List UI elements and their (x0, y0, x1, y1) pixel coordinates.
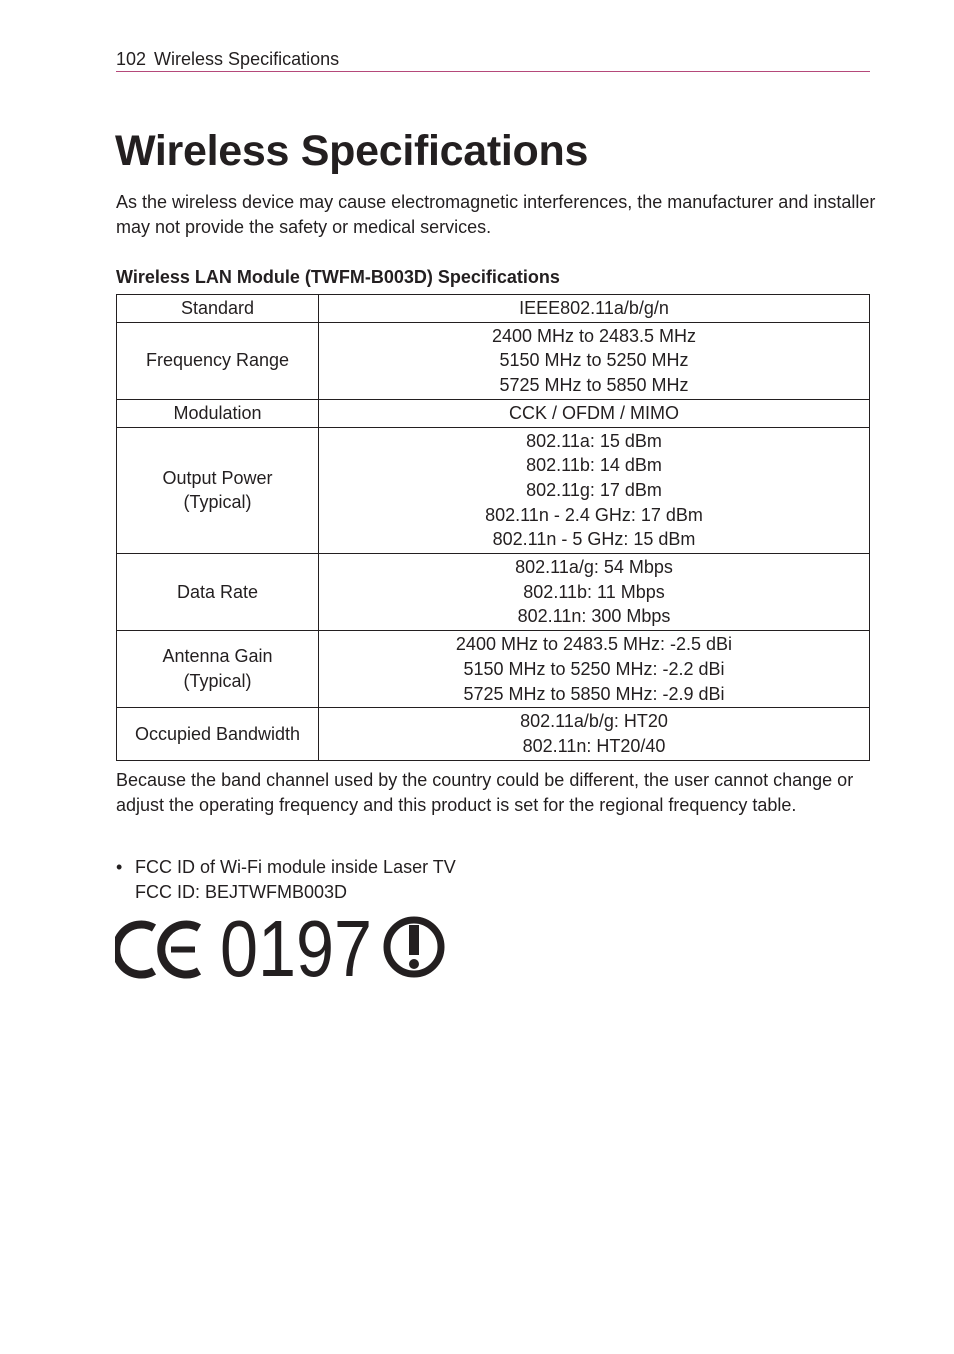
row-value-line: 802.11n - 2.4 GHz: 17 dBm (485, 504, 703, 525)
row-value (319, 322, 870, 399)
row-label-line: Standard (180, 298, 255, 318)
row-label (117, 631, 319, 708)
table-title: Wireless LAN Module (TWFM-B003D) Specifications (116, 267, 560, 287)
fcc-text (135, 855, 456, 904)
row-value (319, 427, 870, 554)
table-row (117, 322, 870, 399)
row-label-line: (Typical) (183, 671, 252, 692)
row-value-line: IEEE802.11a/b/g/n (519, 298, 669, 318)
table-row (117, 708, 870, 760)
row-value (319, 631, 870, 708)
row-value-line: 2400 MHz to 2483.5 MHz (491, 325, 697, 346)
row-value-line: 802.11a/g: 54 Mbps (515, 557, 673, 578)
intro-paragraph: As the wireless device may cause electromagnetic interferences, the manufacturer and installer may not provide the safety or medical services. (116, 192, 876, 237)
row-value-line: 802.11n - 5 GHz: 15 dBm (492, 529, 696, 550)
row-label-line: Modulation (173, 402, 262, 423)
row-value-line: CCK / OFDM / MIMO (509, 402, 679, 423)
row-label (117, 427, 319, 554)
notified-body-number: 0197 (220, 912, 372, 984)
table-row (117, 554, 870, 631)
row-value-line: 5725 MHz to 5850 MHz: -2.9 dBi (463, 683, 725, 704)
row-label-line: Antenna Gain (162, 646, 273, 667)
table-row (117, 631, 870, 708)
row-value-line: 802.11n: HT20/40 (522, 735, 666, 756)
row-label-line: (Typical) (183, 492, 252, 513)
header-section-title: Wireless Specifications (154, 49, 340, 69)
row-value-line: 802.11g: 17 dBm (526, 479, 662, 500)
page-title: Wireless Specifications (115, 127, 589, 175)
row-value-line: 5725 MHz to 5850 MHz (499, 375, 689, 396)
row-value-line: 802.11n: 300 Mbps (517, 606, 671, 627)
bullet-dot: • (116, 857, 123, 877)
row-label-line: Output Power (162, 467, 273, 488)
row-label-line: Occupied Bandwidth (134, 723, 301, 744)
fcc-line-1: FCC ID of Wi-Fi module inside Laser TV (135, 857, 456, 877)
row-label (117, 322, 319, 399)
row-value (319, 554, 870, 631)
row-value (319, 295, 870, 323)
fcc-line-2: FCC ID: BEJTWFMB003D (135, 881, 348, 902)
row-value (319, 708, 870, 760)
table-row (117, 427, 870, 554)
row-value-line: 802.11b: 11 Mbps (523, 581, 665, 602)
row-label (117, 295, 319, 323)
row-label (117, 554, 319, 631)
row-value-line: 802.11a: 15 dBm (526, 430, 662, 451)
after-table-paragraph: Because the band channel used by the country could be different, the user cannot change or adjust the operating frequency and this product is set for the regional frequency table. (116, 770, 854, 815)
table-row (117, 399, 870, 427)
page-number: 102 (116, 49, 147, 69)
table-row (117, 295, 870, 323)
row-value-line: 802.11a/b/g: HT20 (520, 711, 668, 732)
row-value-line: 5150 MHz to 5250 MHz (499, 350, 689, 371)
row-value-line: 802.11b: 14 dBm (526, 455, 662, 476)
row-label-line: Frequency Range (145, 350, 290, 371)
row-value (319, 399, 870, 427)
row-label (117, 708, 319, 760)
alert-circle-icon (387, 920, 441, 974)
page-header (116, 48, 870, 72)
row-value-line: 2400 MHz to 2483.5 MHz: -2.5 dBi (455, 634, 733, 655)
row-label-line: Data Rate (176, 581, 259, 602)
spec-table (116, 294, 870, 761)
row-value-line: 5150 MHz to 5250 MHz: -2.2 dBi (463, 658, 725, 679)
ce-mark (115, 912, 450, 984)
row-label (117, 399, 319, 427)
